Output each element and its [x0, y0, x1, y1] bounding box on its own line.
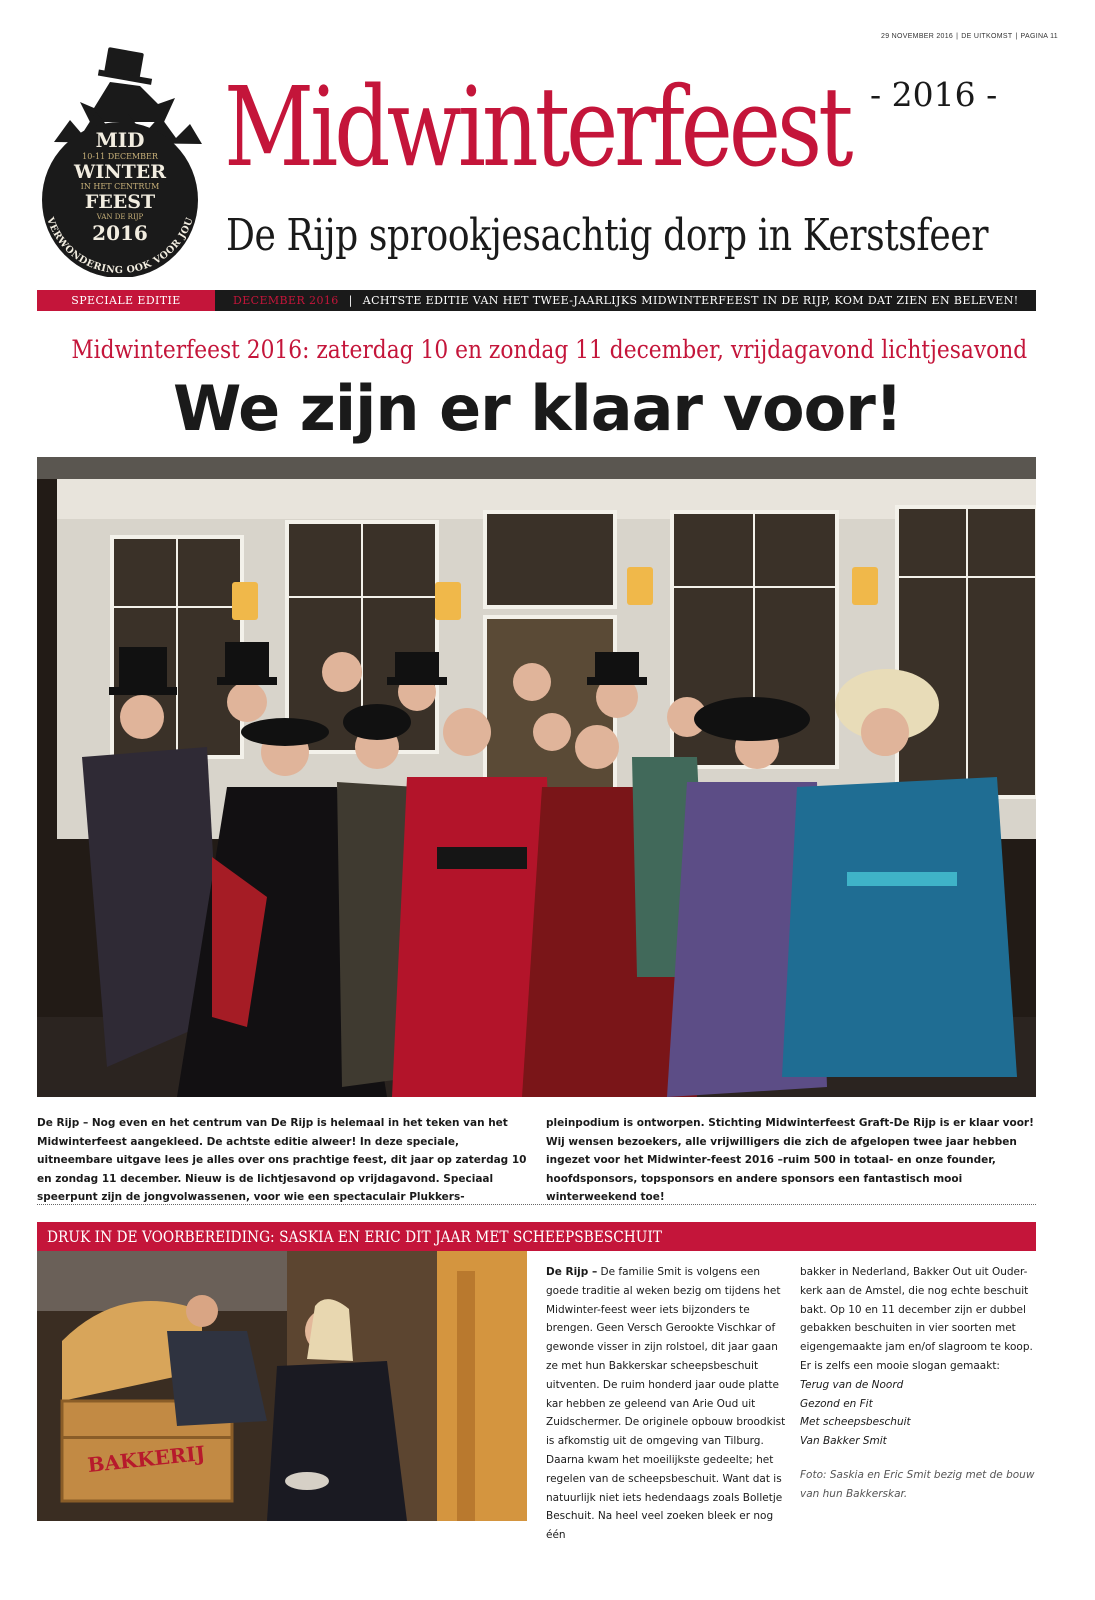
- edition-date: DECEMBER 2016: [233, 294, 339, 307]
- bakery-cart-photo: [37, 1251, 527, 1521]
- second-story-col1-body: De familie Smit is volgens een goede traditie al weken bezig om tijdens het Midwinter-feest weer iets bijzonders te brengen. Geen Versch Gerookte Vischkar of gewonde visser in zijn rolstoel, dit jaar gaan ze met hun Bakkerskar scheepsbeschuit uitventen. De ruim honderd jaar oude platte kar hebben ze geleend van Arie Oud uit Zuidschermer. De originele opbouw broodkist is afkomstig uit de omgeving van Tilburg. Daarna kwam het moeilijkste gedeelte; het regelen van de scheepsbeschuit. Want dat is natuurlijk niet iets hedendaags zoals Bolletje Beschuit. Na heel veel zoeken bleek er nog één: [546, 1266, 786, 1542]
- page-folio: 29 NOVEMBER 2016 | DE UITKOMST | PAGINA 11: [881, 33, 1058, 40]
- midwinterfeest-logo: [30, 42, 210, 277]
- logo-line4: IN HET CENTRUM: [80, 182, 160, 191]
- lead-headline: We zijn er klaar voor!: [172, 372, 903, 445]
- folio-date: 29 NOVEMBER 2016: [881, 33, 954, 40]
- slogan-line-3: Met scheepsbeschuit: [800, 1416, 911, 1429]
- second-story-column-1: [546, 1263, 786, 1545]
- masthead-year: - 2016 -: [870, 75, 998, 114]
- second-story-heading: [37, 1222, 1036, 1251]
- masthead-title: Midwinterfeest: [224, 63, 850, 191]
- banner-divider: |: [348, 294, 353, 307]
- second-story-col2-body: bakker in Nederland, Bakker Out uit Ouder-kerk aan de Amstel, die nog echte beschuit bakt. Op 10 en 11 december zijn er dubbel gebakken beschuiten in vier soorten met eigengemaakte jam en/of slagroom te koop. Er is zelfs een mooie slogan gemaakt:: [800, 1266, 1033, 1372]
- logo-line3: WINTER: [73, 161, 167, 183]
- logo-line7: 2016: [92, 221, 148, 245]
- second-story-dateline: De Rijp –: [546, 1266, 598, 1278]
- second-story-column-2: [800, 1263, 1038, 1504]
- slogan-line-2: Gezond en Fit: [800, 1397, 873, 1410]
- masthead-subtitle: De Rijp sprookjesachtig dorp in Kerstsfeer: [226, 210, 989, 261]
- edition-tagline: ACHTSTE EDITIE VAN HET TWEE-JAARLIJKS MIDWINTERFEEST IN DE RIJP, KOM DAT ZIEN EN BELEVEN!: [362, 294, 1019, 307]
- lead-kicker-text: Midwinterfeest 2016: zaterdag 10 en zondag 11 december, vrijdagavond lichtjesavond: [71, 335, 1028, 364]
- lead-text-column-2: pleinpodium is ontworpen. Stichting Midwinterfeest Graft-De Rijp is er klaar voor! Wij wensen bezoekers, alle vrijwilligers die zich de afgelopen twee jaar hebben ingezet voor het Midwinter-feest 2016 –ruim 500 in totaal- en onze founder, hoofdsponsors, topsponsors en andere sponsors een fantastisch mooi winterweekend toe!: [546, 1117, 1034, 1203]
- slogan-line-4: Van Bakker Smit: [800, 1435, 887, 1448]
- photo-caption: Foto: Saskia en Eric Smit bezig met de bouw van hun Bakkerskar.: [800, 1468, 1035, 1500]
- logo-line2: 10-11 DECEMBER: [82, 152, 158, 161]
- logo-line1: MID: [95, 128, 145, 152]
- lead-text-column-1: De Rijp – Nog even en het centrum van De Rijp is helemaal in het teken van het Midwinterfeest aangekleed. De achtste editie alweer! In deze speciale, uitneembare uitgave lees je alles over ons prachtige feest, dit jaar op zaterdag 10 en zondag 11 december. Nieuw is de lichtjesavond op vrijdagavond. Speciaal speerpunt zijn de jongvolwassenen, voor wie een spectaculair Plukkers-: [37, 1117, 527, 1203]
- edition-label: SPECIALE EDITIE: [37, 290, 215, 311]
- logo-line6: VAN DE RIJP: [96, 213, 144, 221]
- logo-line5: FEEST: [84, 191, 156, 213]
- crate-label: BAKKERIJ: [86, 1440, 207, 1478]
- section-divider: [37, 1204, 1036, 1205]
- folio-paper: DE UITKOMST: [961, 33, 1013, 40]
- lead-photo: [37, 457, 1036, 1097]
- lead-kicker: [0, 335, 1095, 364]
- slogan-line-1: Terug van de Noord: [800, 1378, 904, 1391]
- second-story-heading-text: DRUK IN DE VOORBEREIDING: SASKIA EN ERIC DIT JAAR MET SCHEEPSBESCHUIT: [47, 1227, 662, 1246]
- logo-arc-text: VERWONDERING OOK VOOR JOU: [44, 215, 196, 277]
- edition-banner: [37, 290, 1036, 311]
- folio-page: PAGINA 11: [1020, 33, 1058, 40]
